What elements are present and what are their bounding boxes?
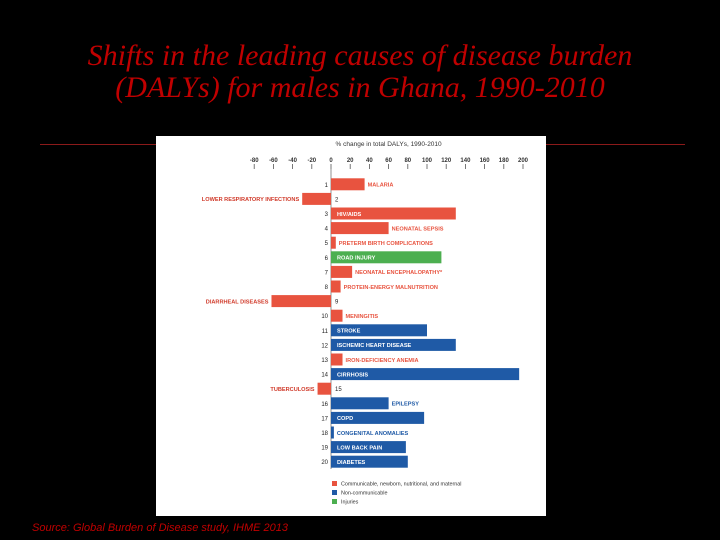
- cause-label: MENINGITIS: [345, 314, 379, 320]
- legend-label: Injuries: [341, 499, 359, 506]
- rank-label: 14: [321, 372, 328, 379]
- cause-label: PROTEIN-ENERGY MALNUTRITION: [343, 284, 438, 291]
- bar: [331, 237, 336, 249]
- x-tick-label: 80: [404, 158, 412, 164]
- legend-swatch: [332, 481, 337, 486]
- bar-chart: [156, 136, 546, 516]
- rank-label: 13: [321, 358, 328, 364]
- rank-label: 19: [321, 445, 328, 452]
- bar: [302, 193, 331, 205]
- slide-title-line1: Shifts in the leading causes of disease burden: [87, 39, 633, 72]
- cause-label: STROKE: [337, 328, 361, 335]
- x-tick-label: -40: [288, 158, 297, 164]
- x-tick-label: 60: [385, 158, 392, 164]
- x-tick-label: -20: [307, 158, 317, 164]
- slide-title-line2: (DALYs) for males in Ghana, 1990-2010: [115, 71, 605, 104]
- rank-label: 5: [324, 241, 328, 248]
- legend-label: Communicable, newborn, nutritional, and maternal: [341, 481, 462, 488]
- chart-panel: [156, 136, 546, 516]
- cause-label: NEONATAL ENCEPHALOPATHY*: [355, 270, 443, 277]
- x-tick-label: 180: [498, 158, 509, 164]
- rank-label: 17: [321, 416, 328, 423]
- bar: [331, 354, 343, 366]
- cause-label: LOW BACK PAIN: [337, 445, 383, 452]
- x-tick-label: 120: [441, 158, 452, 164]
- rank-label: 2: [335, 197, 339, 204]
- bar: [331, 178, 365, 190]
- chart-title: % change in total DALYs, 1990-2010: [335, 141, 442, 148]
- x-tick-label: -60: [269, 158, 278, 164]
- cause-label: CONGENITAL ANOMALIES: [336, 430, 409, 437]
- cause-label: DIARRHEAL DISEASES: [205, 299, 269, 306]
- cause-label: COPD: [337, 416, 354, 423]
- rank-label: 8: [324, 285, 328, 291]
- rank-label: 16: [321, 401, 328, 408]
- bar: [331, 222, 389, 234]
- cause-label: DIABETES: [337, 460, 366, 466]
- bar: [271, 295, 331, 307]
- rank-label: 10: [321, 314, 328, 321]
- rank-label: 1: [324, 182, 328, 189]
- x-tick-label: 200: [517, 158, 529, 164]
- bar: [331, 397, 389, 409]
- x-tick-label: 160: [479, 158, 490, 164]
- rank-label: 20: [321, 460, 328, 467]
- cause-label: HIV/AIDS: [337, 211, 362, 218]
- rank-label: 7: [324, 270, 328, 277]
- rank-label: 6: [324, 255, 328, 262]
- rank-label: 15: [335, 387, 342, 394]
- cause-label: IRON-DEFICIENCY ANEMIA: [345, 357, 419, 364]
- cause-label: TUBERCULOSIS: [270, 387, 315, 393]
- bar: [331, 266, 352, 278]
- cause-label: CIRRHOSIS: [337, 372, 369, 379]
- legend-label: Non-communicable: [341, 490, 388, 497]
- rank-label: 18: [321, 431, 328, 437]
- cause-label: LOWER RESPIRATORY INFECTIONS: [201, 197, 300, 204]
- x-tick-label: 40: [366, 158, 373, 164]
- rank-label: 9: [335, 299, 339, 306]
- cause-label: ISCHEMIC HEART DISEASE: [337, 343, 412, 350]
- x-tick-label: 100: [421, 158, 433, 164]
- rank-label: 12: [321, 343, 328, 350]
- rank-label: 4: [324, 226, 328, 233]
- x-tick-label: 20: [346, 158, 354, 164]
- bar: [318, 383, 331, 395]
- legend-swatch: [332, 499, 337, 504]
- x-tick-label: 0: [329, 158, 333, 164]
- rank-label: 11: [321, 328, 328, 335]
- source-note: Source: Global Burden of Disease study, IHME 2013: [32, 522, 288, 534]
- rank-label: 3: [324, 212, 328, 218]
- cause-label: MALARIA: [367, 182, 394, 189]
- cause-label: EPILEPSY: [391, 401, 419, 408]
- bar: [331, 310, 343, 322]
- legend-swatch: [332, 490, 337, 495]
- slide-title: [0, 40, 720, 104]
- cause-label: PRETERM BIRTH COMPLICATIONS: [338, 241, 433, 247]
- x-tick-label: -80: [249, 158, 259, 164]
- bar: [331, 427, 334, 439]
- x-tick-label: 140: [460, 158, 471, 164]
- bar: [331, 281, 341, 293]
- cause-label: ROAD INJURY: [337, 255, 376, 262]
- cause-label: NEONATAL SEPSIS: [391, 226, 444, 233]
